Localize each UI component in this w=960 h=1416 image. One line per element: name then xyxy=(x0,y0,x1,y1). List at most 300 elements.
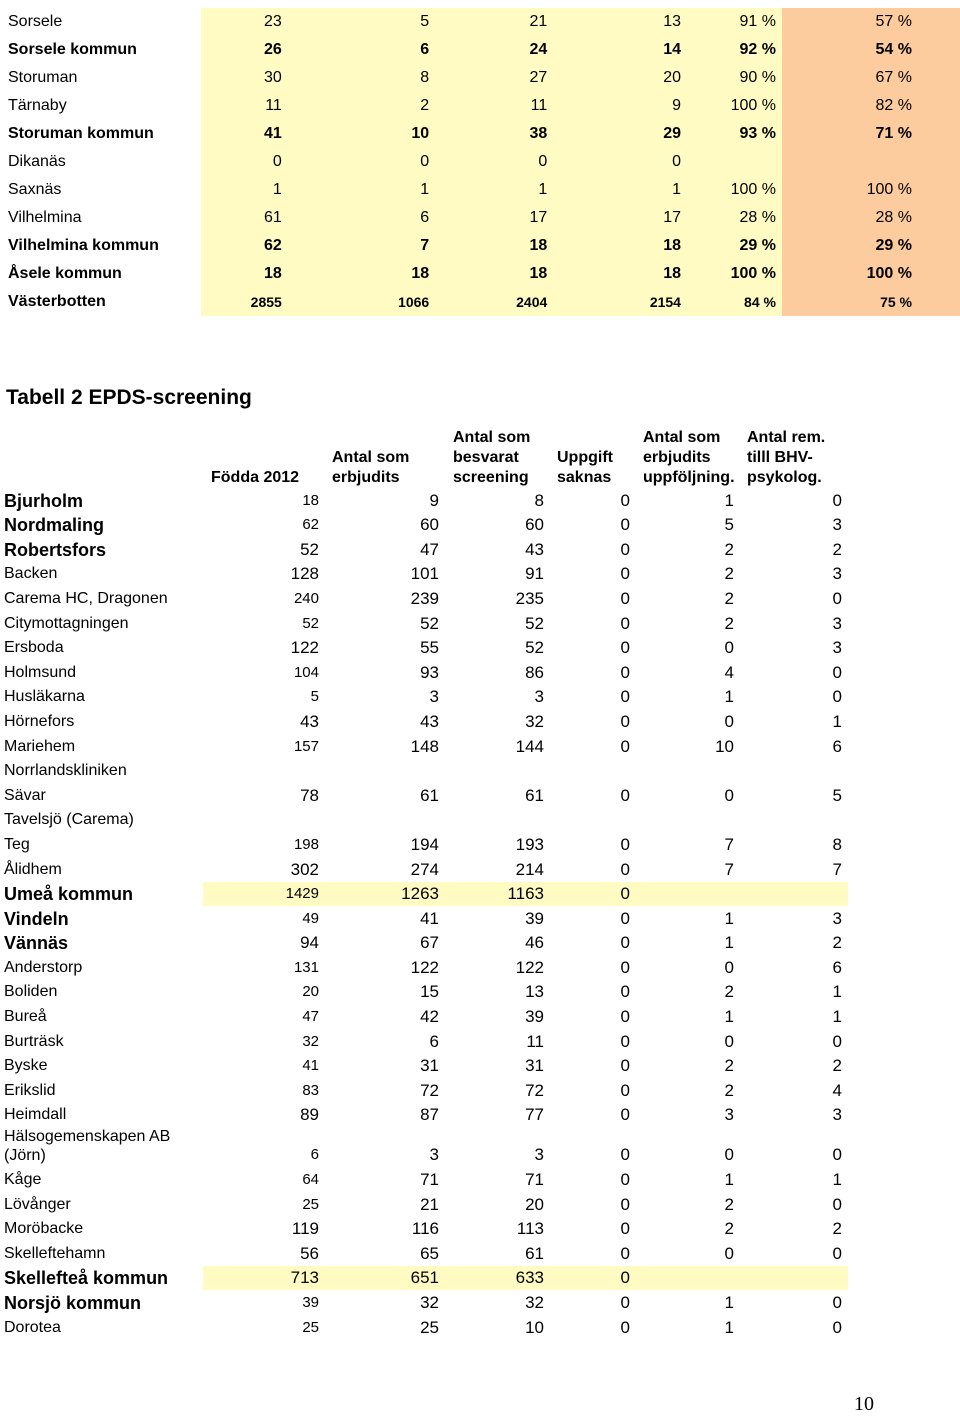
coverage-value: 75 % xyxy=(782,288,960,316)
coverage-value: 71 % xyxy=(782,120,960,148)
unit-name: Anderstorp xyxy=(4,958,83,976)
unit-name: Vännäs xyxy=(4,933,69,954)
screening-value: 0 xyxy=(724,1145,734,1165)
screening-value: 0 xyxy=(620,834,630,854)
header-fodda: Födda 2012 xyxy=(211,469,300,486)
screening-value: 3 xyxy=(832,638,842,658)
unit-name: Dorotea xyxy=(4,1318,61,1336)
screening-value: 1 xyxy=(724,1170,734,1190)
coverage-value xyxy=(782,148,960,176)
unit-name: Teg xyxy=(4,835,30,853)
coverage-value: 17 xyxy=(435,204,553,232)
coverage-value: 84 % xyxy=(687,288,782,316)
unit-name: Burträsk xyxy=(4,1032,64,1050)
screening-value: 0 xyxy=(620,982,630,1002)
screening-value: 1 xyxy=(724,1007,734,1027)
unit-name: Hörnefors xyxy=(4,712,75,730)
screening-value: 0 xyxy=(620,736,630,756)
screening-value: 4 xyxy=(832,1080,842,1100)
screening-value: 49 xyxy=(302,909,319,927)
screening-value: 8 xyxy=(534,490,544,510)
coverage-value: 14 xyxy=(553,36,687,64)
screening-value: 651 xyxy=(410,1268,439,1288)
screening-value: 2 xyxy=(832,933,842,953)
coverage-value: 29 % xyxy=(782,232,960,260)
header-besvarat: Antal som besvarat screening xyxy=(453,429,531,486)
screening-value: 104 xyxy=(293,663,319,681)
screening-value: 1 xyxy=(724,687,734,707)
screening-value: 32 xyxy=(525,1293,544,1312)
screening-value: 43 xyxy=(525,539,544,559)
coverage-value: 11 xyxy=(201,92,288,120)
screening-value: 0 xyxy=(724,711,734,731)
table-row xyxy=(0,1217,960,1242)
table-row xyxy=(0,882,960,907)
screening-value: 7 xyxy=(832,859,842,879)
coverage-value: 100 % xyxy=(687,260,782,288)
screening-value: 3 xyxy=(832,908,842,928)
table-row xyxy=(0,1266,960,1291)
screening-value: 0 xyxy=(620,490,630,510)
coverage-value: 28 % xyxy=(687,204,782,232)
screening-value: 193 xyxy=(515,834,544,854)
screening-value: 1 xyxy=(724,1293,734,1312)
screening-value: 55 xyxy=(420,638,439,658)
screening-value: 78 xyxy=(300,785,319,805)
coverage-row xyxy=(0,92,960,120)
coverage-value: 26 xyxy=(201,36,288,64)
screening-value: 89 xyxy=(300,1105,319,1125)
screening-value: 0 xyxy=(620,588,630,608)
screening-value: 1 xyxy=(832,1170,842,1190)
coverage-value: 100 % xyxy=(782,176,960,204)
screening-value: 274 xyxy=(410,859,439,879)
coverage-value: 23 xyxy=(201,8,288,36)
screening-value: 1163 xyxy=(507,884,544,904)
screening-value: 194 xyxy=(410,834,439,854)
screening-value: 235 xyxy=(515,588,544,608)
screening-value: 2 xyxy=(724,982,734,1002)
coverage-value: 100 % xyxy=(782,260,960,288)
screening-value: 0 xyxy=(724,1031,734,1051)
screening-value: 39 xyxy=(525,908,544,928)
coverage-value: 13 xyxy=(553,8,687,36)
screening-value: 0 xyxy=(620,1194,630,1214)
screening-value: 41 xyxy=(420,908,439,928)
screening-value: 302 xyxy=(290,859,319,879)
coverage-value: 6 xyxy=(288,36,435,64)
unit-name: Moröbacke xyxy=(4,1220,84,1238)
screening-value: 0 xyxy=(620,662,630,682)
screening-value: 713 xyxy=(290,1268,319,1288)
screening-value: 20 xyxy=(302,983,319,1001)
screening-value: 0 xyxy=(832,490,842,510)
coverage-value: 41 xyxy=(201,120,288,148)
screening-value: 0 xyxy=(724,957,734,977)
screening-value: 0 xyxy=(832,1194,842,1214)
unit-name: Byske xyxy=(4,1057,48,1075)
screening-value: 122 xyxy=(290,638,319,658)
coverage-value: 100 % xyxy=(687,176,782,204)
coverage-value: 67 % xyxy=(782,64,960,92)
coverage-value: 100 % xyxy=(687,92,782,120)
screening-value: 72 xyxy=(525,1080,544,1100)
municipality-name: Vilhelmina xyxy=(0,204,201,232)
screening-value: 61 xyxy=(525,1243,544,1263)
coverage-row xyxy=(0,204,960,232)
table-row xyxy=(0,1315,960,1340)
screening-value: 3 xyxy=(429,1145,439,1165)
table-row xyxy=(0,660,960,685)
coverage-value: 1 xyxy=(435,176,553,204)
screening-value: 0 xyxy=(620,539,630,559)
coverage-value: 1 xyxy=(201,176,288,204)
screening-value: 3 xyxy=(534,687,544,707)
table-row xyxy=(0,906,960,931)
screening-value: 1429 xyxy=(285,885,319,903)
screening-value: 56 xyxy=(300,1243,319,1263)
coverage-value: 9 xyxy=(553,92,687,120)
screening-value: 3 xyxy=(832,613,842,633)
screening-value: 43 xyxy=(300,711,319,731)
screening-value: 633 xyxy=(515,1268,544,1288)
coverage-value: 2855 xyxy=(201,288,288,316)
coverage-value: 18 xyxy=(201,260,288,288)
screening-value: 32 xyxy=(525,711,544,731)
screening-value: 157 xyxy=(293,737,319,755)
screening-value: 0 xyxy=(620,957,630,977)
unit-name: Norsjö kommun xyxy=(4,1293,142,1313)
table-row xyxy=(0,1103,960,1128)
screening-value: 1 xyxy=(832,1007,842,1027)
unit-name: Citymottagningen xyxy=(4,614,129,632)
coverage-value: 6 xyxy=(288,204,435,232)
screening-value: 148 xyxy=(410,736,439,756)
screening-value: 18 xyxy=(302,491,319,509)
screening-value: 0 xyxy=(724,785,734,805)
screening-value: 0 xyxy=(832,687,842,707)
coverage-value: 62 xyxy=(201,232,288,260)
unit-name: Bureå xyxy=(4,1008,47,1026)
table-row xyxy=(0,611,960,636)
unit-name: Erikslid xyxy=(4,1081,56,1099)
screening-value: 6 xyxy=(310,1146,319,1164)
municipality-name: Tärnaby xyxy=(0,92,201,120)
screening-value: 52 xyxy=(525,613,544,633)
municipality-name: Sorsele kommun xyxy=(0,36,201,64)
coverage-value: 29 xyxy=(553,120,687,148)
table-row xyxy=(0,709,960,734)
screening-value: 0 xyxy=(832,588,842,608)
screening-value: 1 xyxy=(832,982,842,1002)
screening-value: 2 xyxy=(724,564,734,584)
screening-value: 0 xyxy=(620,1170,630,1190)
unit-name: Robertsfors xyxy=(4,539,107,560)
municipality-name: Storuman kommun xyxy=(0,120,201,148)
screening-value: 3 xyxy=(724,1105,734,1125)
table-row xyxy=(0,586,960,611)
screening-value: 119 xyxy=(291,1219,319,1239)
table-row xyxy=(0,808,960,833)
table-row xyxy=(0,537,960,562)
coverage-row xyxy=(0,36,960,64)
table2-title: Tabell 2 EPDS-screening xyxy=(6,386,252,409)
screening-value: 198 xyxy=(293,835,319,853)
screening-value: 1 xyxy=(832,711,842,731)
screening-value: 0 xyxy=(620,1293,630,1312)
coverage-value: 0 xyxy=(288,148,435,176)
table-row xyxy=(0,955,960,980)
screening-value: 0 xyxy=(620,1031,630,1051)
table-row xyxy=(0,1004,960,1029)
unit-name: Mariehem xyxy=(4,737,76,755)
screening-value: 83 xyxy=(302,1081,319,1099)
screening-value: 91 xyxy=(525,564,544,584)
table-row xyxy=(0,759,960,784)
table-row xyxy=(0,931,960,956)
coverage-value: 91 % xyxy=(687,8,782,36)
table-row xyxy=(0,857,960,882)
screening-value: 2 xyxy=(724,1080,734,1100)
table-row xyxy=(0,1029,960,1054)
screening-value: 15 xyxy=(420,982,439,1002)
screening-value: 77 xyxy=(525,1105,544,1125)
unit-name: Ersboda xyxy=(4,639,64,657)
table-row xyxy=(0,685,960,710)
screening-value: 0 xyxy=(620,1080,630,1100)
coverage-value: 57 % xyxy=(782,8,960,36)
coverage-value: 8 xyxy=(288,64,435,92)
screening-value: 52 xyxy=(302,614,319,632)
unit-name: Skellefteå kommun xyxy=(4,1268,169,1289)
coverage-value xyxy=(687,148,782,176)
screening-value: 72 xyxy=(420,1080,439,1100)
table-row xyxy=(0,1054,960,1079)
screening-value: 0 xyxy=(832,1293,842,1312)
unit-name: Husläkarna xyxy=(4,688,85,706)
screening-value: 0 xyxy=(832,1031,842,1051)
municipality-name: Vilhelmina kommun xyxy=(0,232,201,260)
coverage-value: 27 xyxy=(435,64,553,92)
screening-value: 32 xyxy=(302,1032,319,1050)
coverage-value: 17 xyxy=(553,204,687,232)
screening-value: 11 xyxy=(526,1031,544,1051)
coverage-value: 20 xyxy=(553,64,687,92)
screening-value: 64 xyxy=(302,1171,319,1189)
unit-name: Lövånger xyxy=(4,1195,71,1213)
screening-value: 32 xyxy=(420,1293,439,1312)
table-row xyxy=(0,1290,960,1315)
screening-value: 0 xyxy=(620,638,630,658)
unit-name: Sävar xyxy=(4,786,46,804)
unit-name: Vindeln xyxy=(4,908,69,929)
coverage-value: 2154 xyxy=(553,288,687,316)
screening-value: 0 xyxy=(620,933,630,953)
screening-value: 52 xyxy=(300,539,319,559)
coverage-value: 21 xyxy=(435,8,553,36)
screening-value: 1 xyxy=(724,490,734,510)
screening-value: 3 xyxy=(534,1145,544,1165)
screening-value: 0 xyxy=(832,1145,842,1165)
coverage-value: 0 xyxy=(435,148,553,176)
coverage-value: 30 xyxy=(201,64,288,92)
screening-value: 6 xyxy=(429,1031,439,1051)
screening-value: 60 xyxy=(525,515,544,535)
coverage-table-body xyxy=(0,8,960,316)
coverage-value: 29 % xyxy=(687,232,782,260)
screening-value: 2 xyxy=(724,1194,734,1214)
screening-value: 67 xyxy=(420,933,439,953)
screening-value: 0 xyxy=(724,1243,734,1263)
coverage-value: 61 xyxy=(201,204,288,232)
screening-value: 47 xyxy=(420,539,439,559)
screening-value: 3 xyxy=(832,515,842,535)
screening-value: 62 xyxy=(302,516,319,534)
unit-name: Holmsund xyxy=(4,663,77,681)
coverage-value: 38 xyxy=(435,120,553,148)
screening-value: 65 xyxy=(420,1243,439,1263)
screening-value: 131 xyxy=(293,958,319,976)
screening-value: 0 xyxy=(620,884,630,904)
table-row xyxy=(0,783,960,808)
screening-value: 25 xyxy=(302,1318,319,1336)
unit-name: Skelleftehamn xyxy=(4,1244,106,1262)
screening-value: 0 xyxy=(620,564,630,584)
screening-value: 0 xyxy=(620,1007,630,1027)
screening-value: 25 xyxy=(420,1317,439,1337)
screening-value: 2 xyxy=(724,613,734,633)
screening-value: 0 xyxy=(620,1145,630,1165)
coverage-value: 10 xyxy=(288,120,435,148)
screening-value: 128 xyxy=(290,564,319,584)
screening-value: 0 xyxy=(620,711,630,731)
screening-value: 39 xyxy=(302,1294,319,1311)
screening-value: 5 xyxy=(310,688,319,706)
screening-value: 3 xyxy=(832,564,842,584)
coverage-value: 0 xyxy=(201,148,288,176)
screening-value: 93 xyxy=(420,662,439,682)
screening-value: 2 xyxy=(724,588,734,608)
screening-value: 0 xyxy=(620,515,630,535)
screening-value: 0 xyxy=(832,1243,842,1263)
coverage-value: 18 xyxy=(553,232,687,260)
screening-value: 10 xyxy=(715,736,734,756)
screening-value: 0 xyxy=(832,662,842,682)
coverage-row xyxy=(0,232,960,260)
screening-value: 71 xyxy=(525,1170,544,1190)
screening-value: 6 xyxy=(832,736,842,756)
coverage-row xyxy=(0,64,960,92)
header-remiss: Antal rem. tilll BHV- psykolog. xyxy=(747,429,826,486)
coverage-value: 28 % xyxy=(782,204,960,232)
screening-value: 1 xyxy=(724,908,734,928)
coverage-value: 54 % xyxy=(782,36,960,64)
screening-value: 21 xyxy=(420,1194,439,1214)
screening-value: 144 xyxy=(515,736,544,756)
screening-value: 240 xyxy=(293,589,319,607)
unit-name: Nordmaling xyxy=(4,515,105,536)
screening-value: 0 xyxy=(620,1056,630,1076)
coverage-row xyxy=(0,176,960,204)
screening-value: 3 xyxy=(429,687,439,707)
municipality-name: Sorsele xyxy=(0,8,201,36)
coverage-value: 92 % xyxy=(687,36,782,64)
coverage-value: 2404 xyxy=(435,288,553,316)
unit-name: Kåge xyxy=(4,1171,42,1189)
screening-value: 0 xyxy=(620,1268,630,1288)
coverage-table xyxy=(0,8,960,316)
screening-value: 2 xyxy=(832,539,842,559)
coverage-value: 7 xyxy=(288,232,435,260)
screening-value: 2 xyxy=(832,1056,842,1076)
screening-value: 2 xyxy=(724,1219,734,1239)
screening-value: 3 xyxy=(832,1105,842,1125)
unit-name: Carema HC, Dragonen xyxy=(4,589,168,607)
coverage-value: 1 xyxy=(553,176,687,204)
screening-value: 86 xyxy=(525,662,544,682)
screening-value: 46 xyxy=(525,933,544,953)
coverage-value: 0 xyxy=(553,148,687,176)
unit-name: Norrlandskliniken xyxy=(4,762,127,780)
screening-value: 6 xyxy=(832,957,842,977)
table-row xyxy=(0,636,960,661)
coverage-row xyxy=(0,148,960,176)
unit-name: Umeå kommun xyxy=(4,884,134,905)
screening-value: 42 xyxy=(420,1007,439,1027)
screening-value: 10 xyxy=(525,1317,544,1337)
screening-value: 2 xyxy=(724,539,734,559)
unit-name: Bjurholm xyxy=(4,490,83,511)
coverage-row xyxy=(0,8,960,36)
unit-name: Ålidhem xyxy=(4,860,62,878)
coverage-row xyxy=(0,120,960,148)
table-row xyxy=(0,562,960,587)
screening-value: 7 xyxy=(724,834,734,854)
table-row xyxy=(0,980,960,1005)
screening-value: 101 xyxy=(410,564,439,584)
screening-value: 214 xyxy=(515,859,544,879)
screening-value: 39 xyxy=(525,1007,544,1027)
coverage-value: 90 % xyxy=(687,64,782,92)
coverage-value: 11 xyxy=(435,92,553,120)
screening-value: 2 xyxy=(724,1056,734,1076)
coverage-value: 18 xyxy=(435,260,553,288)
screening-value: 2 xyxy=(832,1219,842,1239)
screening-value: 239 xyxy=(410,588,439,608)
coverage-value: 5 xyxy=(288,8,435,36)
screening-value: 122 xyxy=(410,957,439,977)
screening-value: 1 xyxy=(724,933,734,953)
screening-value: 94 xyxy=(300,933,319,953)
screening-value: 31 xyxy=(420,1056,439,1076)
screening-value: 41 xyxy=(302,1057,319,1075)
unit-name: Backen xyxy=(4,565,58,583)
table-row xyxy=(0,488,960,513)
screening-value: 60 xyxy=(420,515,439,535)
screening-value: 0 xyxy=(620,785,630,805)
municipality-name: Dikanäs xyxy=(0,148,201,176)
header-erbjudits: Antal som erbjudits xyxy=(332,449,410,486)
unit-name: Heimdall xyxy=(4,1106,67,1124)
table-row xyxy=(0,734,960,759)
screening-value: 116 xyxy=(411,1219,439,1239)
table-row xyxy=(0,832,960,857)
screening-value: 52 xyxy=(525,638,544,658)
table-row xyxy=(0,1241,960,1266)
screening-value: 13 xyxy=(525,982,544,1002)
header-uppfoljning: Antal som erbjudits uppföljning. xyxy=(643,429,735,486)
screening-value: 87 xyxy=(420,1105,439,1125)
